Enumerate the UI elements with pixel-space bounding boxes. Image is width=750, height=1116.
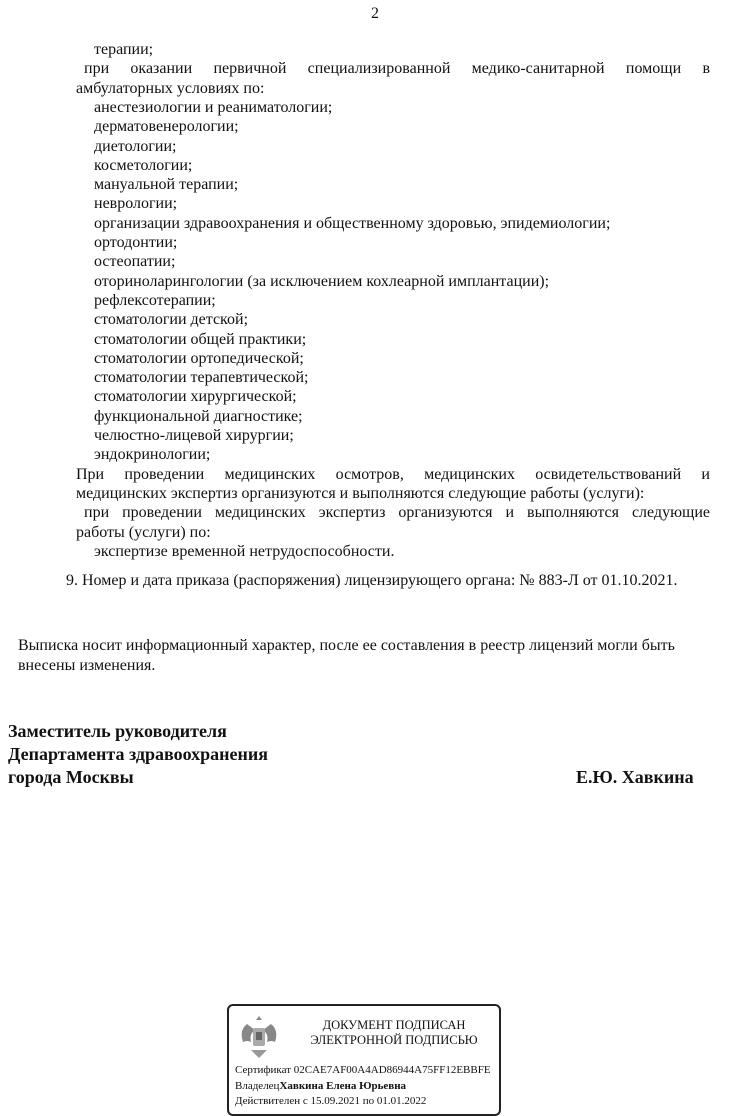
text-line: При проведении медицинских осмотров, медицинских освидетельствований и	[76, 465, 710, 483]
item-9: 9. Номер и дата приказа (распоряжения) лицензирующего органа: № 883-Л от 01.10.2021.	[66, 572, 678, 589]
stamp-heading: ДОКУМЕНТ ПОДПИСАН ЭЛЕКТРОННОЙ ПОДПИСЬЮ	[310, 1018, 478, 1047]
owner-row: ВладелецХавкина Елена Юрьевна	[235, 1080, 407, 1092]
text-line: мануальной терапии;	[94, 176, 239, 194]
text-line: диетологии;	[94, 137, 177, 155]
signer-title-3: города Москвы	[8, 767, 134, 787]
text-line: неврологии;	[94, 195, 178, 213]
signer-name: Е.Ю. Хавкина	[576, 767, 694, 787]
text-line: стоматологии общей практики;	[94, 330, 307, 348]
note-line-2: внесены изменения.	[18, 657, 156, 674]
text-line: остеопатии;	[94, 253, 176, 271]
signer-title-1: Заместитель руководителя	[8, 721, 227, 741]
text-line: при оказании первичной специализированной медико-санитарной помощи в	[84, 60, 710, 78]
text-line: терапии;	[94, 41, 154, 58]
e-signature-stamp	[227, 1004, 501, 1116]
text-line: дерматовенерологии;	[94, 118, 239, 136]
text-line: эндокринологии;	[94, 446, 211, 464]
text-line: стоматологии терапевтической;	[94, 369, 309, 387]
note-line-1: Выписка носит информационный характер, после ее составления в реестр лицензий могли быть	[18, 637, 675, 654]
validity-row: Действителен с 15.09.2021 по 01.01.2022	[235, 1095, 427, 1107]
text-line: оториноларингологии (за исключением кохлеарной имплантации);	[94, 272, 550, 290]
text-line: косметологии;	[94, 156, 193, 174]
text-line: анестезиологии и реаниматологии;	[94, 98, 333, 116]
certificate-row: Сертификат 02CAE7AF00A4AD86944A75FF12EBBFE	[235, 1064, 491, 1076]
page-number: 2	[371, 5, 379, 22]
text-line: стоматологии ортопедической;	[94, 349, 304, 367]
text-line: при проведении медицинских экспертиз организуются и выполняются следующие	[84, 504, 710, 522]
text-line: стоматологии детской;	[94, 311, 249, 329]
text-line: функциональной диагностике;	[94, 407, 303, 425]
text-line: организации здравоохранения и общественному здоровью, эпидемиологии;	[94, 214, 611, 232]
coat-of-arms-icon	[237, 1012, 281, 1060]
text-line: работы (услуги) по:	[76, 523, 211, 541]
text-line: экспертизе временной нетрудоспособности.	[94, 542, 395, 560]
text-line: медицинских экспертиз организуются и выполняются следующие работы (услуги):	[76, 484, 645, 502]
text-line: рефлексотерапии;	[94, 291, 216, 309]
text-line: ортодонтии;	[94, 234, 178, 251]
text-line: стоматологии хирургической;	[94, 388, 297, 406]
text-line: челюстно-лицевой хирургии;	[94, 427, 294, 444]
signer-title-2: Департамента здравоохранения	[8, 744, 269, 764]
text-line: амбулаторных условиях по:	[76, 79, 265, 97]
